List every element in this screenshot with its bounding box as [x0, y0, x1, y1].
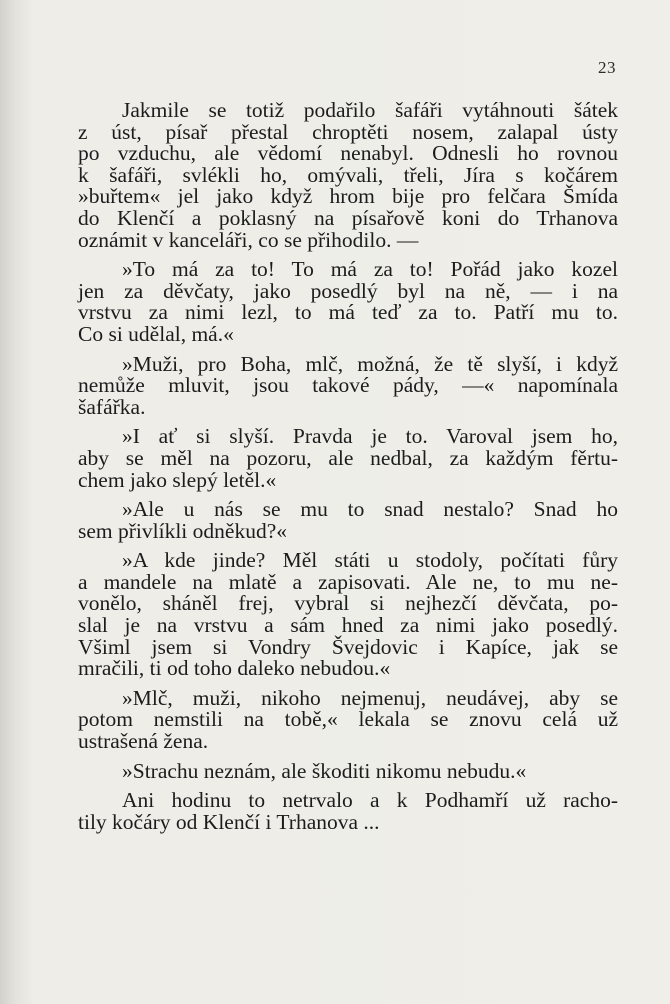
text-line: po vzduchu, ale vědomí nenabyl. Odnesli ho rovnou: [78, 141, 618, 166]
text-line: ustrašená žena.: [78, 729, 209, 754]
text-line: Co si udělal, má.«: [78, 321, 234, 346]
text-line: vrstvu za nimi lezl, to má teď za to. Patří mu to.: [78, 300, 618, 325]
text-line: a mandele na mlatě a zapisovati. Ale ne, to mu ne-: [78, 569, 618, 594]
text-line: sem přivlíkli odněkud?«: [78, 518, 287, 543]
paragraph: [78, 426, 618, 491]
text-line: potom nemstili na tobě,« lekala se znovu celá už: [78, 707, 618, 732]
text-line: jen za děvčaty, jako posedlý byl na ně, — i na: [78, 278, 618, 303]
text-line: »To má za to! To má za to! Pořád jako kozel: [122, 257, 618, 282]
text-line: tily kočáry od Klenčí i Trhanova ...: [78, 809, 380, 834]
text-line: »A kde jinde? Měl státi u stodoly, počítati fůry: [122, 548, 618, 573]
text-line: »Muži, pro Boha, mlč, možná, že tě slyší, i když: [122, 351, 618, 376]
text-line: šafářka.: [78, 394, 146, 419]
text-line: slal je na vrstvu a sám hned za nimi jako posedlý.: [78, 613, 618, 638]
paragraph: [78, 259, 618, 345]
paragraph: [78, 685, 618, 754]
text-line: »Mlč, muži, nikoho nejmenuj, neudávej, aby se: [122, 685, 618, 710]
paragraph: [78, 499, 618, 542]
body-text: [78, 100, 618, 833]
text-line: z úst, písař přestal chroptěti nosem, zalapal ústy: [78, 119, 618, 144]
text-line: »Ale u nás se mu to snad nestalo? Snad ho: [122, 497, 618, 522]
paragraph: [78, 790, 618, 833]
text-line: Ani hodinu to netrvalo a k Podhamří už racho-: [122, 788, 618, 813]
paragraph: [78, 351, 618, 419]
text-line: Jakmile se totiž podařilo šafáři vytáhnouti šátek: [122, 98, 618, 122]
text-line: do Klenčí a poklasný na písařově koni do Trhanova: [78, 205, 618, 230]
text-line: »I ať si slyší. Pravda je to. Varoval jsem ho,: [122, 424, 618, 449]
text-line: aby se měl na pozoru, ale nedbal, za každým fěrtu-: [78, 445, 618, 470]
paragraph: [78, 100, 618, 251]
page-number: 23: [598, 58, 616, 77]
text-line: »Strachu neznám, ale škoditi nikomu nebudu.«: [122, 758, 527, 783]
text-line: mračili, ti od toho daleko nebudou.«: [78, 656, 391, 681]
paragraph: [78, 550, 618, 680]
text-line: chem jako slepý letěl.«: [78, 467, 277, 492]
paragraph: [78, 758, 618, 783]
text-line: Všiml jsem si Vondry Švejdovic i Kapíce, jak se: [78, 634, 618, 659]
text-line: vonělo, sháněl frej, vybral si nejhezčí děvčata, po-: [78, 591, 618, 616]
text-line: »buřtem« jel jako když hrom bije pro felčara Šmída: [78, 184, 618, 209]
text-line: k šafáři, svlékli ho, omývali, třeli, Jíra s kočárem: [78, 162, 618, 187]
text-line: nemůže mluvit, jsou takové pády, —« napomínala: [78, 373, 618, 398]
text-line: oznámit v kanceláři, co se přihodilo. —: [78, 227, 419, 252]
